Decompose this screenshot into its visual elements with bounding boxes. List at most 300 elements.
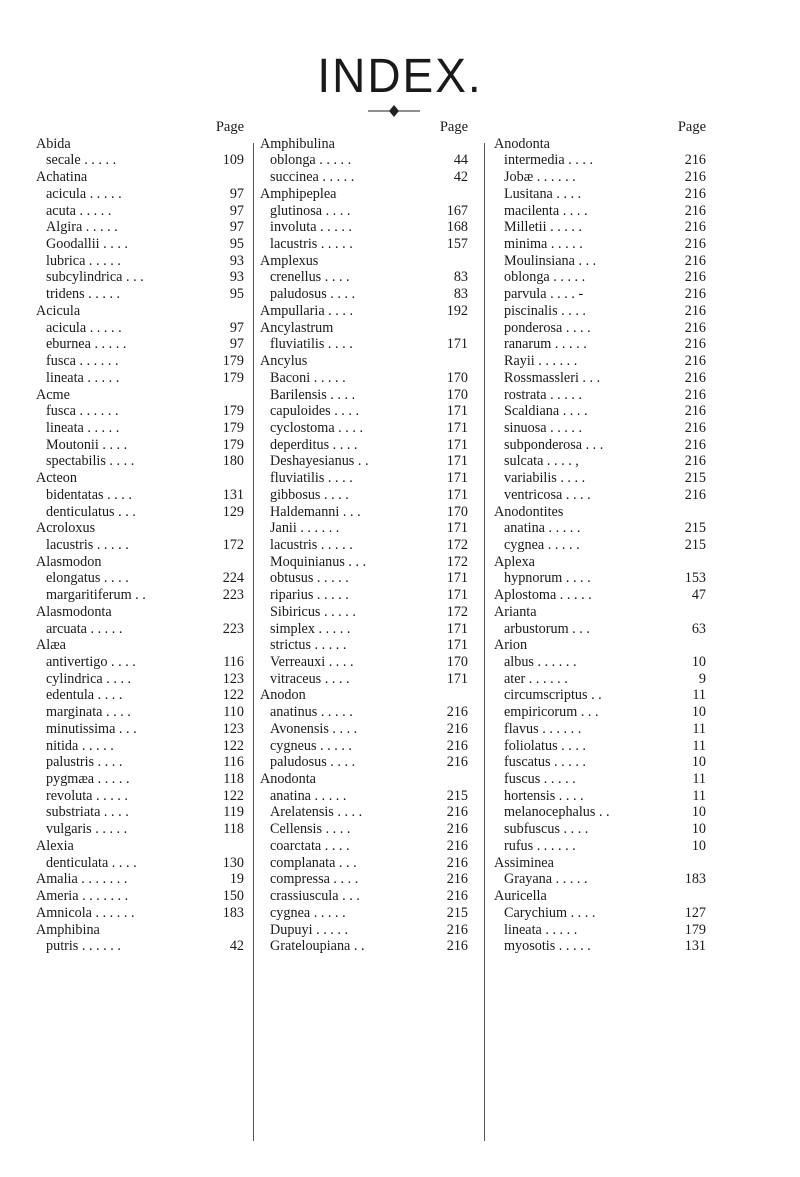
entry-page-number: 216 [684,286,706,303]
entry-page-number: 9 [698,670,706,687]
entry-name: Ancylastrum [260,319,334,336]
species-entry [494,470,706,487]
species-entry [494,754,706,771]
entry-page-number: 215 [684,470,706,487]
entry-page-number: 216 [446,720,468,737]
entry-name: acuta . . . . . [46,202,112,219]
species-entry [260,621,468,638]
species-entry [494,905,706,922]
entry-name: involuta . . . . . [270,219,352,236]
entry-name: arcuata . . . . . [46,620,123,637]
entry-name: succinea . . . . . [270,169,355,186]
species-entry [494,621,706,638]
species-entry [36,821,244,838]
entry-name: capuloides . . . . [270,403,360,420]
entry-name: rostrata . . . . . [504,386,583,403]
species-entry [36,570,244,587]
entry-page-number: 171 [446,336,468,353]
entry-page-number: 119 [223,804,244,821]
entry-name: lineata . . . . . [504,921,578,938]
entry-page-number: 10 [691,821,706,838]
entry-page-number: 167 [446,202,468,219]
species-entry [260,855,468,872]
entry-page-number: 97 [229,185,244,202]
species-entry [36,236,244,253]
genus-entry [36,387,244,404]
entry-page-number: 122 [222,687,244,704]
entry-name: Achatina [36,169,88,186]
entry-page-number: 216 [684,302,706,319]
species-entry [36,771,244,788]
entry-page-number: 216 [684,386,706,403]
entry-page-number: 171 [446,520,468,537]
entry-name: bidentatas . . . . [46,486,132,503]
entry-page-number: 150 [222,888,244,905]
species-entry [494,403,706,420]
entry-name: obtusus . . . . . [270,570,349,587]
entry-page-number: 216 [684,236,706,253]
genus-entry [36,136,244,153]
entry-name: Alasmodon [36,553,102,570]
entry-name: cygnea . . . . . [270,904,346,921]
entry-name: compressa . . . . [270,871,359,888]
species-entry [36,721,244,738]
entry-name: riparius . . . . . [270,587,349,604]
entry-name: fuscatus . . . . . [504,754,586,771]
entry-page-number: 97 [229,336,244,353]
species-entry [36,938,244,955]
entry-page-number: 216 [446,837,468,854]
species-entry [260,838,468,855]
entry-name: hortensis . . . . [504,787,584,804]
species-entry [494,353,706,370]
species-entry [260,587,468,604]
entry-page-number: 216 [446,921,468,938]
entry-page-number: 11 [692,737,706,754]
entry-page-number: 93 [229,269,244,286]
entry-name: parvula . . . . - [504,286,584,303]
species-entry [260,470,468,487]
species-entry [36,804,244,821]
entry-page-number: 157 [446,236,468,253]
species-entry [260,821,468,838]
species-entry [260,554,468,571]
genus-entry [36,303,244,320]
entry-page-number: 215 [446,904,468,921]
entry-name: ponderosa . . . . [504,319,591,336]
entry-page-number: 172 [446,603,468,620]
entry-page-number: 131 [222,486,244,503]
entry-name: oblonga . . . . . [504,269,586,286]
species-entry [260,336,468,353]
genus-entry [260,186,468,203]
entry-page-number: 97 [229,219,244,236]
genus-entry [260,320,468,337]
species-entry [260,754,468,771]
species-entry [260,403,468,420]
entry-name: sulcata . . . . , [504,453,579,470]
entry-page-number: 122 [222,787,244,804]
species-entry [260,269,468,286]
entry-page-number: 216 [684,269,706,286]
entry-page-number: 216 [684,369,706,386]
species-entry [494,152,706,169]
entry-name: subfuscus . . . . [504,821,589,838]
species-entry [494,788,706,805]
entry-page-number: 215 [684,520,706,537]
entry-page-number: 97 [229,319,244,336]
entry-page-number: 171 [446,486,468,503]
species-entry [494,871,706,888]
species-entry [260,169,468,186]
species-entry [36,687,244,704]
entry-name: edentula . . . . [46,687,123,704]
entry-page-number: 224 [222,570,244,587]
entry-page-number: 10 [691,754,706,771]
species-entry [36,621,244,638]
column-divider-2 [484,143,485,1141]
genus-entry [260,771,468,788]
genus-entry [494,604,706,621]
entry-name: Avonensis . . . . [270,720,358,737]
entry-name: Barilensis . . . . [270,386,356,403]
entry-name: coarctata . . . . [270,837,350,854]
genus-entry [260,303,468,320]
entry-name: Algira . . . . . [46,219,118,236]
species-entry [494,671,706,688]
entry-name: anatina . . . . . [504,520,581,537]
species-entry [494,570,706,587]
entry-name: lacustris . . . . . [270,236,353,253]
entry-page-number: 216 [684,336,706,353]
entry-page-number: 215 [446,787,468,804]
entry-name: Rayii . . . . . . [504,353,578,370]
species-entry [36,504,244,521]
entry-name: rufus . . . . . . [504,837,576,854]
genus-entry [494,855,706,872]
entry-name: lacustris . . . . . [46,536,129,553]
entry-name: Amnicola . . . . . . [36,904,135,921]
entry-page-number: 122 [222,737,244,754]
entry-name: strictus . . . . . [270,637,347,654]
entry-page-number: 171 [446,670,468,687]
species-entry [494,804,706,821]
entry-page-number: 216 [684,319,706,336]
entry-name: fusca . . . . . . [46,353,119,370]
entry-name: oblonga . . . . . [270,152,352,169]
entry-page-number: 216 [684,252,706,269]
genus-entry [36,637,244,654]
entry-page-number: 19 [229,871,244,888]
entry-name: Abida [36,135,71,152]
entry-page-number: 10 [691,654,706,670]
entry-name: simplex . . . . . [270,620,351,637]
species-entry [260,487,468,504]
species-entry [36,704,244,721]
species-entry [36,370,244,387]
entry-name: Auricella [494,888,547,905]
entry-page-number: 171 [446,419,468,436]
species-entry [36,754,244,771]
entry-name: Moquinianus . . . [270,553,367,570]
species-entry [260,604,468,621]
genus-entry [36,554,244,571]
entry-page-number: 170 [446,386,468,403]
entry-name: Alexia [36,837,74,854]
species-entry [36,186,244,203]
entry-name: Rossmassleri . . . [504,369,601,386]
species-entry [260,387,468,404]
entry-name: Anodontites [494,503,564,520]
species-entry [494,219,706,236]
entry-page-number: 183 [222,904,244,921]
entry-page-number: 171 [446,470,468,487]
entry-name: Lusitana . . . . [504,185,582,202]
genus-entry [36,838,244,855]
species-entry [260,420,468,437]
species-entry [494,520,706,537]
entry-name: Moutonii . . . . [46,436,128,453]
species-entry [36,336,244,353]
entry-name: paludosus . . . . [270,286,356,303]
entry-page-number: 216 [446,754,468,771]
entry-page-number: 127 [684,904,706,921]
entry-name: Aplostoma . . . . . [494,587,592,604]
species-entry [494,437,706,454]
entry-page-number: 216 [446,888,468,905]
entry-name: Arelatensis . . . . [270,804,363,821]
entry-name: myosotis . . . . . [504,938,591,955]
species-entry [260,871,468,888]
species-entry [36,286,244,303]
entry-name: intermedia . . . . [504,152,594,169]
entry-page-number: 11 [692,771,706,788]
entry-page-number: 123 [222,670,244,687]
entry-name: complanata . . . [270,854,357,871]
entry-page-number: 216 [684,436,706,453]
entry-name: Arianta [494,603,537,620]
entry-name: Haldemanni . . . [270,503,361,520]
entry-name: subponderosa . . . [504,436,604,453]
entry-name: elongatus . . . . [46,570,129,587]
entry-name: Acteon [36,470,77,487]
entry-name: Anodonta [260,771,316,788]
species-entry [494,286,706,303]
entry-page-number: 11 [692,687,706,704]
entry-name: gibbosus . . . . [270,486,349,503]
entry-name: substriata . . . . [46,804,129,821]
entry-name: Amphibulina [260,135,335,152]
entry-page-number: 216 [684,486,706,503]
entry-name: Deshayesianus . . [270,453,369,470]
species-entry [36,253,244,270]
entry-page-number: 95 [229,236,244,253]
entry-name: Amplexus [260,252,319,269]
entry-name: Arion [494,637,528,654]
entry-name: deperditus . . . . [270,436,358,453]
entry-page-number: 131 [684,938,706,955]
entry-page-number: 172 [446,536,468,553]
species-entry [36,537,244,554]
entry-name: denticulata . . . . [46,854,137,871]
species-entry [36,855,244,872]
entry-page-number: 216 [446,871,468,888]
species-entry [260,654,468,671]
species-entry [494,303,706,320]
entry-name: Acme [36,386,70,403]
entry-page-number: 179 [222,353,244,370]
entry-name: fuscus . . . . . [504,771,576,788]
entry-page-number: 216 [684,219,706,236]
entry-page-number: 63 [691,620,706,637]
entry-name: lineata . . . . . [46,419,120,436]
species-entry [494,169,706,186]
entry-page-number: 223 [222,620,244,637]
entry-page-number: 171 [446,620,468,637]
species-entry [494,487,706,504]
entry-name: Grateloupiana . . [270,938,365,955]
entry-page-number: 179 [222,403,244,420]
entry-page-number: 216 [446,804,468,821]
genus-entry [36,604,244,621]
entry-page-number: 10 [691,704,706,721]
entry-page-number: 44 [453,152,468,169]
entry-page-number: 109 [222,152,244,169]
entry-page-number: 172 [222,536,244,553]
entry-name: lacustris . . . . . [270,536,353,553]
entry-page-number: 170 [446,369,468,386]
species-entry [260,286,468,303]
entry-page-number: 192 [446,302,468,319]
entry-page-number: 171 [446,403,468,420]
entry-name: flavus . . . . . . [504,720,582,737]
species-entry [260,738,468,755]
entry-name: eburnea . . . . . [46,336,127,353]
species-entry [494,253,706,270]
entry-name: crenellus . . . . [270,269,350,286]
species-entry [494,771,706,788]
entry-name: spectabilis . . . . [46,453,135,470]
entry-page-number: 216 [446,854,468,871]
entry-name: fluviatilis . . . . [270,336,353,353]
entry-name: Acroloxus [36,520,96,537]
entry-name: secale . . . . . [46,152,117,169]
entry-name: melanocephalus . . [504,804,610,821]
entry-name: acicula . . . . . [46,185,122,202]
entry-name: empiricorum . . . [504,704,599,721]
entry-page-number: 171 [446,453,468,470]
species-entry [260,236,468,253]
species-entry [36,420,244,437]
entry-name: Baconi . . . . . [270,369,346,386]
entry-page-number: 216 [446,737,468,754]
species-entry [36,219,244,236]
entry-page-number: 129 [222,503,244,520]
genus-entry [494,888,706,905]
entry-name: Verreauxi . . . . [270,654,354,670]
entry-name: Ancylus [260,353,308,370]
entry-page-number: 216 [446,704,468,721]
entry-name: macilenta . . . . [504,202,588,219]
genus-entry [494,637,706,654]
entry-name: Acicula [36,302,81,319]
entry-name: foliolatus . . . . [504,737,586,754]
entry-name: Grayana . . . . . [504,871,588,888]
page-column-header: Page [215,119,244,135]
species-entry [260,804,468,821]
entry-page-number: 170 [446,503,468,520]
index-column-2 [260,119,468,955]
species-entry [36,437,244,454]
species-entry [260,888,468,905]
species-entry [260,788,468,805]
entry-name: antivertigo . . . . [46,654,136,670]
species-entry [260,537,468,554]
species-entry [260,570,468,587]
species-entry [494,838,706,855]
species-entry [36,788,244,805]
entry-name: hypnorum . . . . [504,570,591,587]
entry-page-number: 153 [684,570,706,587]
species-entry [494,387,706,404]
entry-page-number: 10 [691,804,706,821]
entry-name: Alæa [36,637,66,654]
species-entry [494,203,706,220]
species-entry [36,269,244,286]
genus-entry [260,253,468,270]
entry-name: pygmæa . . . . . [46,771,130,788]
entry-page-number: 83 [453,269,468,286]
entry-name: Amphipeplea [260,185,337,202]
entry-page-number: 216 [684,169,706,186]
entry-page-number: 216 [446,938,468,955]
entry-page-number: 11 [692,720,706,737]
page-title: INDEX. [317,47,483,103]
entry-page-number: 172 [446,553,468,570]
column-divider-1 [253,143,254,1141]
entry-name: cyclostoma . . . . [270,419,363,436]
entry-name: Carychium . . . . [504,904,596,921]
entry-name: Janii . . . . . . [270,520,340,537]
entry-page-number: 171 [446,570,468,587]
entry-name: arbustorum . . . [504,620,590,637]
species-entry [260,504,468,521]
species-entry [494,236,706,253]
index-column-3 [494,119,706,955]
entry-name: Aplexa [494,553,535,570]
entry-page-number: 130 [222,854,244,871]
species-entry [494,922,706,939]
entry-name: lubrica . . . . . [46,252,121,269]
species-entry [494,370,706,387]
entry-page-number: 179 [222,436,244,453]
species-entry [36,487,244,504]
entry-page-number: 216 [684,453,706,470]
entry-name: vulgaris . . . . . [46,821,128,838]
entry-name: Ampullaria . . . . [260,302,353,319]
species-entry [36,453,244,470]
genus-entry [36,520,244,537]
entry-name: palustris . . . . [46,754,123,771]
entry-name: denticulatus . . . [46,503,136,520]
species-entry [494,738,706,755]
species-entry [260,721,468,738]
entry-page-number: 168 [446,219,468,236]
entry-page-number: 95 [229,286,244,303]
species-entry [260,370,468,387]
entry-page-number: 171 [446,587,468,604]
genus-entry [260,353,468,370]
